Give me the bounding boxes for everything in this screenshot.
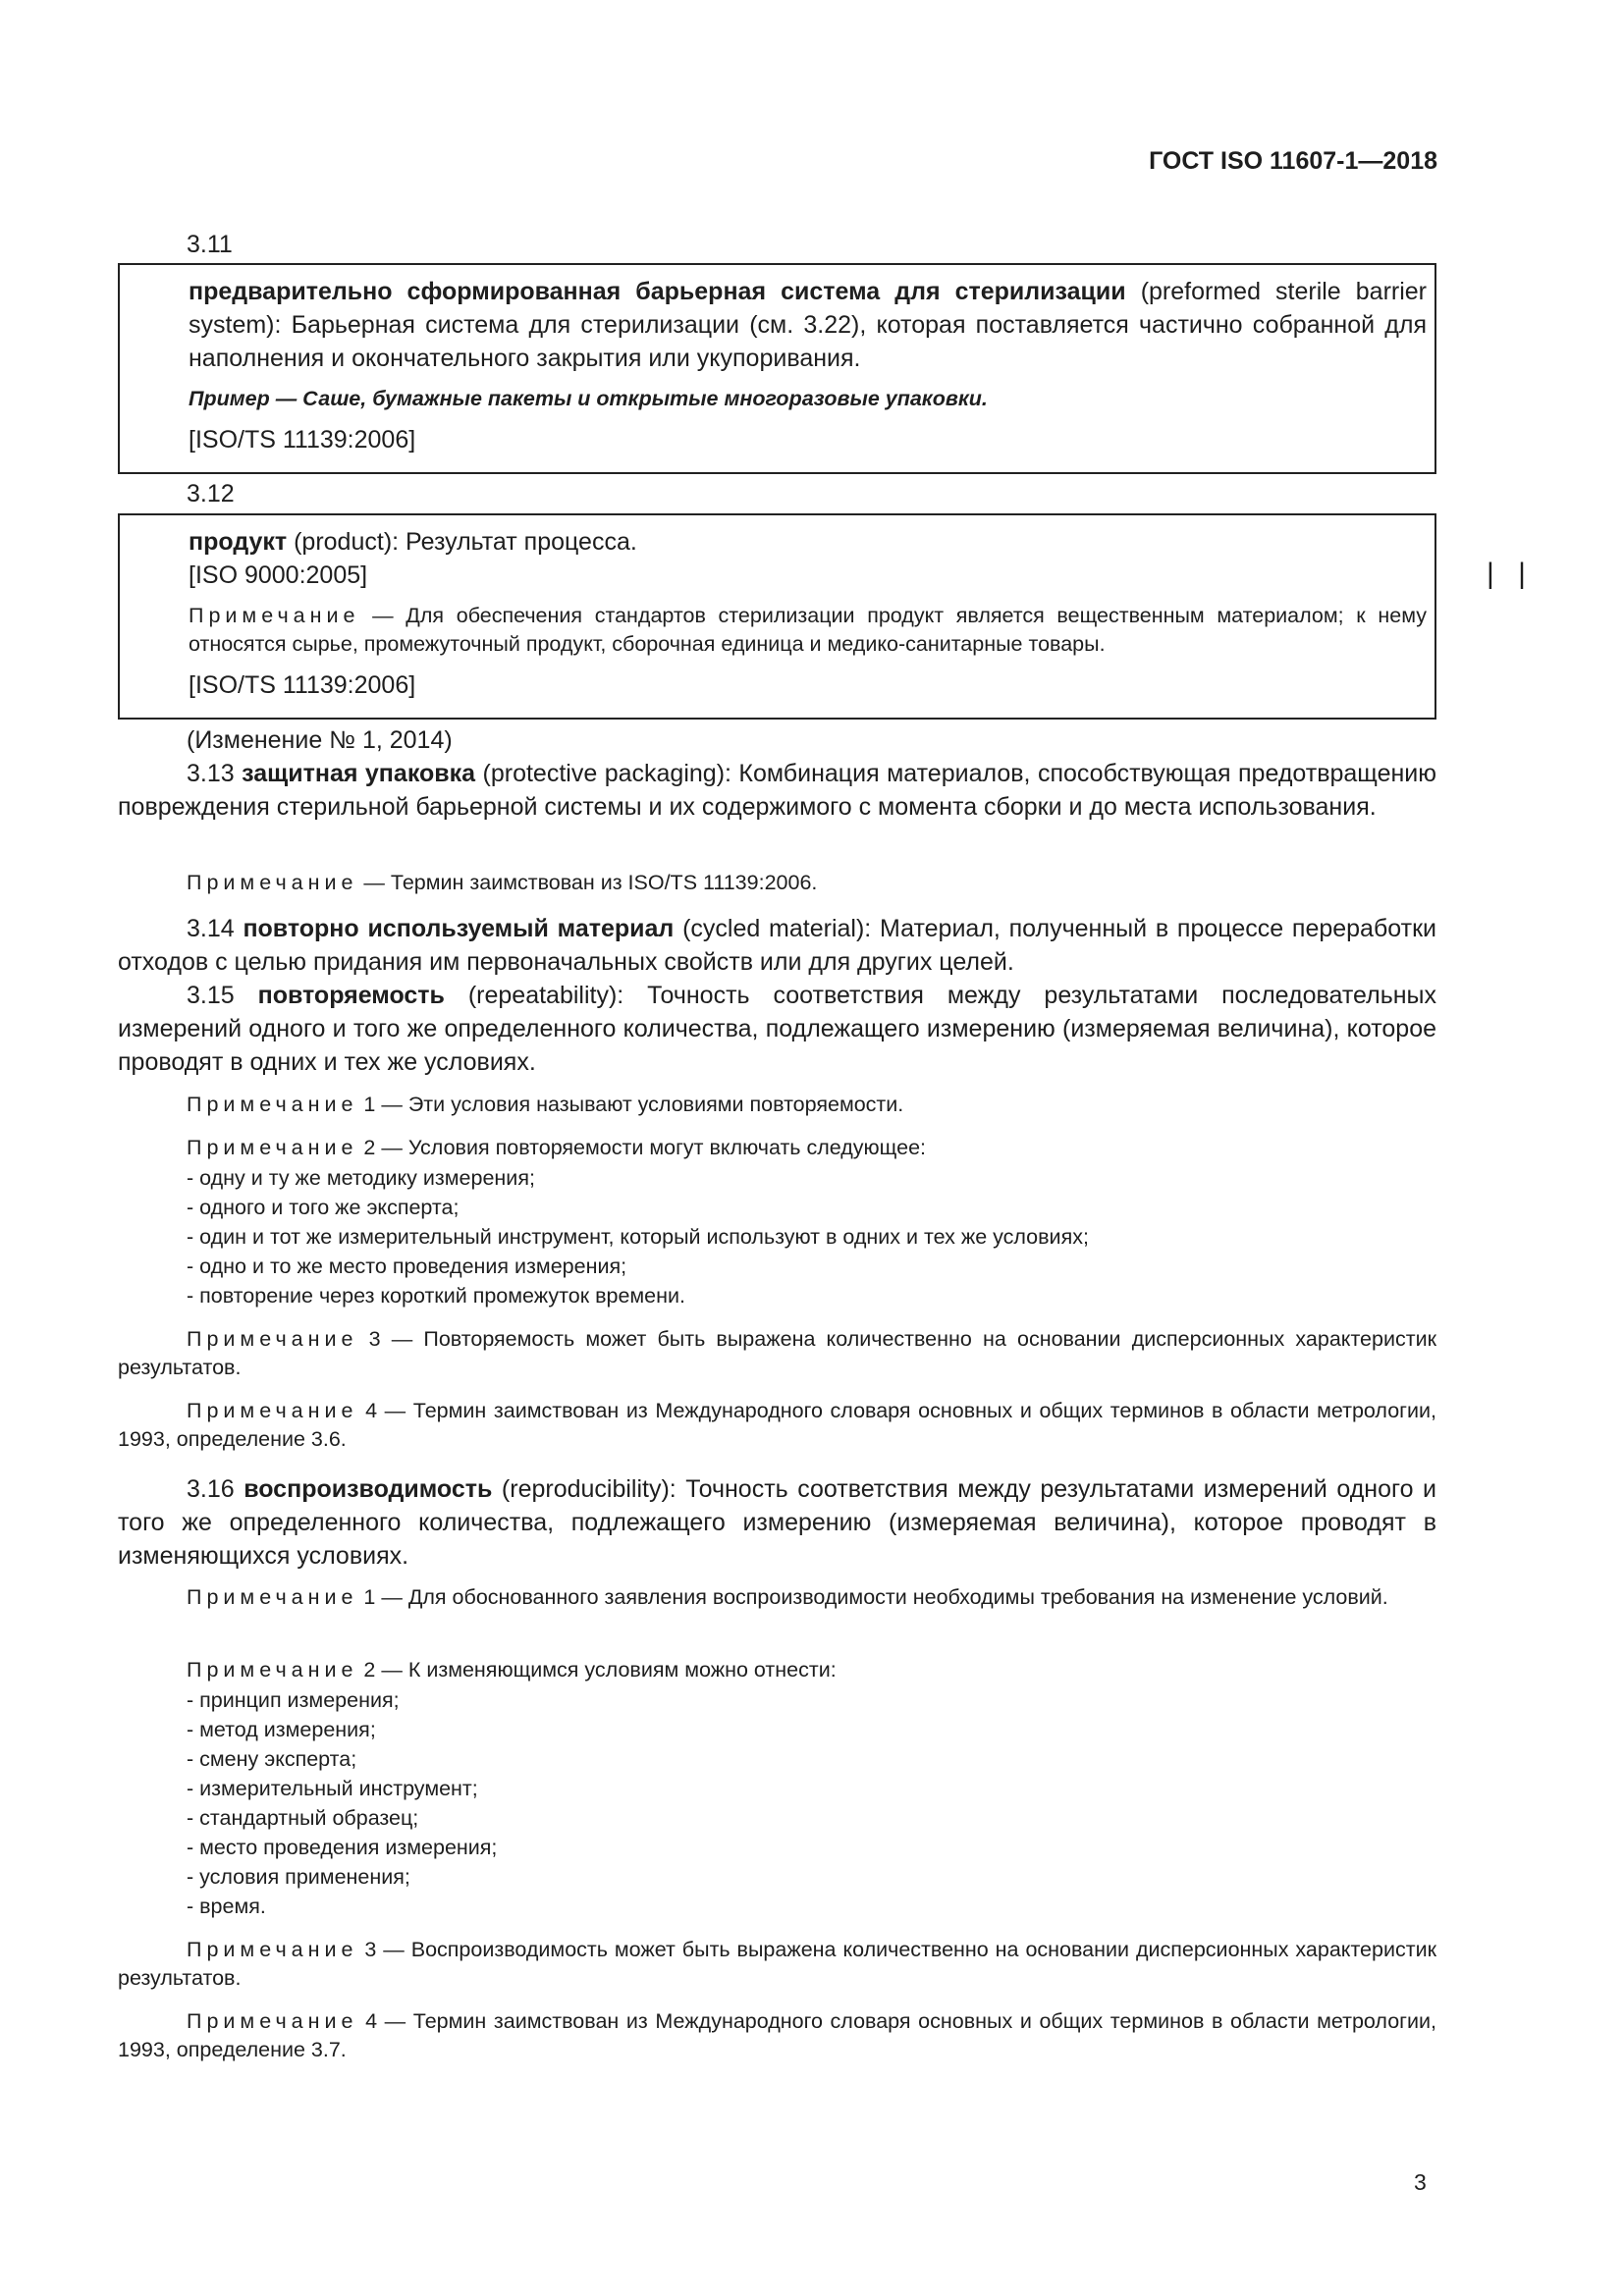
term-text-3-15: (repeatability): Точность соответствия между результатами последовательных измерений одного и того же определенного количества, подлежащего измерению (измеряемая величина), которое проводят в одних и тех же условиях. [118,982,1437,1076]
note-label: Примечание [187,1093,358,1116]
term-title-3-11: предварительно сформированная барьерная система для стерилизации [189,278,1126,305]
document-header: ГОСТ ISO 11607-1—2018 [1149,147,1437,175]
term-note-3-16-3 [118,1936,1436,1993]
list-item: - принцип измерения; [187,1688,400,1712]
term-note-3-15-3 [118,1325,1436,1382]
list-item: - одного и того же эксперта; [187,1196,460,1219]
note-label: Примечание [187,2009,358,2033]
term-3-14 [118,912,1436,979]
term-source-3-11: [ISO/TS 11139:2006] [189,426,416,454]
term-note-3-16-4 [118,2007,1436,2064]
term-3-15 [118,979,1436,1079]
term-text-3-16: (reproducibility): Точность соответствия между результатами измерений одного и того же определенного количества, подлежащего измерению (измеряемая величина), которое проводят в изменяющихся условиях. [118,1475,1436,1570]
list-item: - условия применения; [187,1865,410,1889]
note-text: — Термин заимствован из ISO/TS 11139:2006. [357,871,818,894]
list-item: - метод измерения; [187,1718,376,1741]
note-label: Примечание [187,1658,358,1682]
note-label: Примечание [187,1938,358,1961]
note-text: 2 — Условия повторяемости могут включать следующее: [357,1136,927,1159]
page-number: 3 [1414,2169,1427,2195]
term-3-16 [118,1472,1436,1573]
term-source-3-12-b: [ISO/TS 11139:2006] [189,671,416,699]
change-bar-marker: | | [1487,558,1534,590]
note-label: Примечание [187,1585,358,1609]
term-note-3-15-1 [118,1091,1436,1119]
note-list-3-15 [187,1163,1434,1310]
note-text: 3 — Повторяемость может быть выражена количественно на основании дисперсионных характеристик результатов. [118,1327,1436,1379]
term-title-3-13: защитная упаковка [242,760,476,787]
note-label: Примечание [187,871,358,894]
term-source-3-12-a: [ISO 9000:2005] [189,561,368,589]
list-item: - время. [187,1895,266,1918]
term-box-3-11 [118,263,1436,474]
term-text-3-12: (product): Результат процесса. [287,528,637,556]
term-title-3-14: повторно используемый материал [243,915,675,942]
term-note-3-16-2 [118,1656,1436,1684]
note-label: Примечание [187,1399,358,1422]
term-number-3-11: 3.11 [187,231,233,258]
term-example-3-11: Пример — Саше, бумажные пакеты и открытые многоразовые упаковки. [189,387,988,410]
list-item: - одну и ту же методику измерения; [187,1166,535,1190]
note-list-3-16 [187,1685,1434,1921]
term-text-3-11: (preformed sterile barrier system): Барьерная система для стерилизации (см. 3.22), которая поставляется частично собранной для наполнения и окончательного закрытия или укупоривания. [189,278,1428,372]
term-number-3-13: 3.13 [187,760,243,787]
term-3-13 [118,757,1436,824]
term-number-3-12: 3.12 [187,480,235,507]
term-number-3-16: 3.16 [187,1475,244,1503]
term-note-3-12 [120,602,1427,659]
term-text-3-14: (cycled material): Материал, полученный в процессе переработки отходов с целью придания им первоначальных свойств или для других целей. [118,915,1436,976]
term-title-3-15: повторяемость [257,982,445,1009]
term-definition-3-12 [189,525,1427,559]
list-item: - смену эксперта; [187,1747,357,1771]
list-item: - повторение через короткий промежуток времени. [187,1284,686,1308]
term-note-3-16-1 [118,1583,1436,1612]
amendment-note: (Изменение № 1, 2014) [187,726,453,754]
note-text: 1 — Эти условия называют условиями повторяемости. [357,1093,904,1116]
term-number-3-15: 3.15 [187,982,258,1009]
note-text: 2 — К изменяющимся условиям можно отнести: [357,1658,837,1682]
list-item: - стандартный образец; [187,1806,419,1830]
note-text: 4 — Термин заимствован из Международного словаря основных и общих терминов в области метрологии, 1993, определение 3.7. [118,2009,1436,2061]
note-label: Примечание [187,1136,358,1159]
note-text: 4 — Термин заимствован из Международного словаря основных и общих терминов в области метрологии, 1993, определение 3.6. [118,1399,1436,1451]
term-note-3-13 [118,869,1436,897]
term-title-3-12: продукт [189,528,288,556]
list-item: - место проведения измерения; [187,1836,498,1859]
note-text: 3 — Воспроизводимость может быть выражена количественно на основании дисперсионных характеристик результатов. [118,1938,1436,1990]
list-item: - одно и то же место проведения измерения; [187,1255,627,1278]
term-text-3-13: (protective packaging): Комбинация материалов, способствующая предотвращению повреждения стерильной барьерной системы и их содержимого с момента сборки и до места использования. [118,760,1437,821]
term-note-3-15-2 [118,1134,1436,1162]
note-text: — Для обеспечения стандартов стерилизации продукт является вещественным материалом; к нему относятся сырье, промежуточный продукт, сборочная единица и медико-санитарные товары. [189,604,1427,656]
list-item: - один и тот же измерительный инструмент, который используют в одних и тех же условиях; [187,1225,1089,1249]
note-text: 1 — Для обоснованного заявления воспроизводимости необходимы требования на изменение условий. [357,1585,1388,1609]
term-note-3-15-4 [118,1397,1436,1454]
term-box-3-12 [118,513,1436,720]
note-label: Примечание [187,1327,358,1351]
list-item: - измерительный инструмент; [187,1777,478,1800]
note-label: Примечание [189,604,360,627]
term-definition-3-11 [120,275,1427,375]
term-number-3-14: 3.14 [187,915,244,942]
term-title-3-16: воспроизводимость [244,1475,493,1503]
